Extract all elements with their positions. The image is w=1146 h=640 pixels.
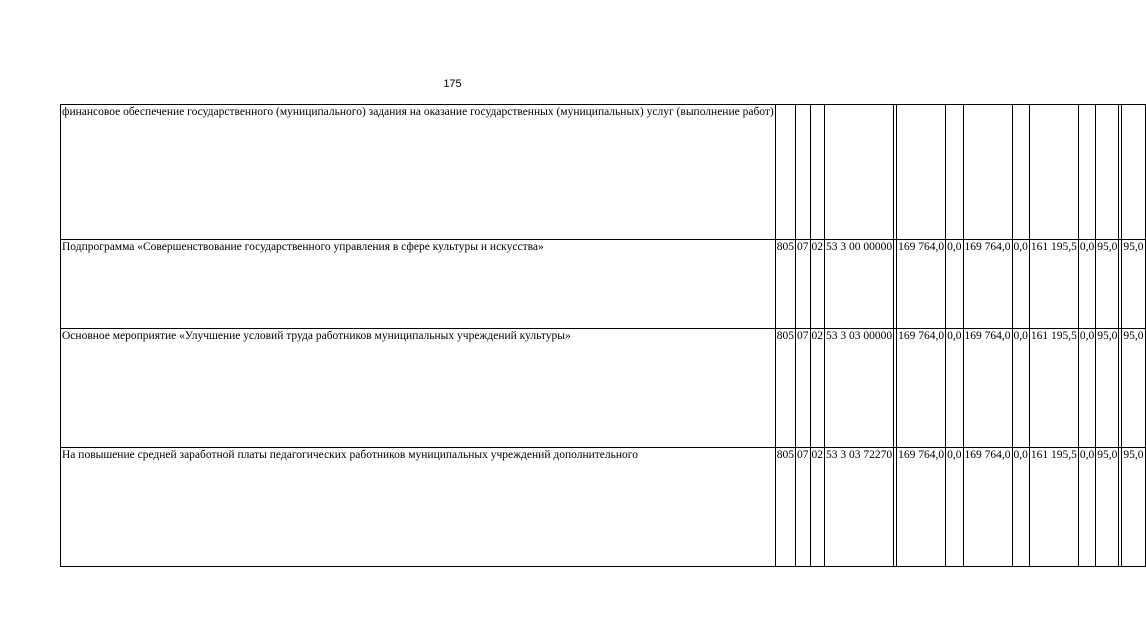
cell-name: Подпрограмма «Совершенствование государственного управления в сфере культуры и искусства» xyxy=(61,240,776,329)
cell-approved: 169 764,0 xyxy=(963,240,1012,329)
cell-target-code xyxy=(825,105,894,240)
table-row xyxy=(61,448,1146,567)
cell-executed-federal: 0,0 xyxy=(1078,448,1095,567)
cell-section: 07 xyxy=(796,329,811,448)
cell-approved-federal: 0,0 xyxy=(1012,240,1029,329)
cell-section xyxy=(796,105,811,240)
cell-target-code: 53 3 00 00000 xyxy=(825,240,894,329)
cell-percent-plan: 95,0 xyxy=(1096,329,1119,448)
cell-grbs xyxy=(775,105,795,240)
cell-subsection: 02 xyxy=(810,240,825,329)
table-row xyxy=(61,105,1146,240)
cell-percent-plan xyxy=(1096,105,1119,240)
cell-approved-federal: 0,0 xyxy=(1012,448,1029,567)
cell-target-code: 53 3 03 72270 xyxy=(825,448,894,567)
page-number: 175 xyxy=(443,78,462,90)
cell-plan-federal: 0,0 xyxy=(946,240,963,329)
cell-percent-plan: 95,0 xyxy=(1096,448,1119,567)
cell-name: Основное мероприятие «Улучшение условий труда работников муниципальных учреждений культуры» xyxy=(61,329,776,448)
cell-executed xyxy=(1029,105,1078,240)
table-body xyxy=(61,105,1146,567)
cell-plan-federal xyxy=(946,105,963,240)
cell-plan xyxy=(897,105,946,240)
table-row xyxy=(61,240,1146,329)
cell-subsection: 02 xyxy=(810,448,825,567)
cell-executed-federal xyxy=(1078,105,1095,240)
cell-percent-approved: 95,0 xyxy=(1122,329,1145,448)
cell-name: финансовое обеспечение государственного (муниципального) задания на оказание государственных (муниципальных) услуг (выполнение работ) xyxy=(61,105,776,240)
cell-executed-federal: 0,0 xyxy=(1078,329,1095,448)
cell-grbs: 805 xyxy=(775,240,795,329)
cell-percent-approved: 95,0 xyxy=(1122,240,1145,329)
cell-percent-plan: 95,0 xyxy=(1096,240,1119,329)
cell-plan: 169 764,0 xyxy=(897,448,946,567)
cell-section: 07 xyxy=(796,448,811,567)
cell-approved-federal xyxy=(1012,105,1029,240)
cell-executed-federal: 0,0 xyxy=(1078,240,1095,329)
cell-plan: 169 764,0 xyxy=(897,240,946,329)
cell-target-code: 53 3 03 00000 xyxy=(825,329,894,448)
cell-executed: 161 195,5 xyxy=(1029,329,1078,448)
cell-approved-federal: 0,0 xyxy=(1012,329,1029,448)
cell-subsection xyxy=(810,105,825,240)
cell-plan-federal: 0,0 xyxy=(946,329,963,448)
cell-executed: 161 195,5 xyxy=(1029,448,1078,567)
cell-approved xyxy=(963,105,1012,240)
cell-grbs: 805 xyxy=(775,448,795,567)
cell-executed: 161 195,5 xyxy=(1029,240,1078,329)
cell-subsection: 02 xyxy=(810,329,825,448)
cell-grbs: 805 xyxy=(775,329,795,448)
cell-percent-approved: 95,0 xyxy=(1122,448,1145,567)
budget-table xyxy=(60,104,1146,567)
cell-plan: 169 764,0 xyxy=(897,329,946,448)
cell-name: На повышение средней заработной платы педагогических работников муниципальных учреждений дополнительного xyxy=(61,448,776,567)
cell-percent-approved xyxy=(1122,105,1145,240)
cell-approved: 169 764,0 xyxy=(963,329,1012,448)
cell-section: 07 xyxy=(796,240,811,329)
cell-plan-federal: 0,0 xyxy=(946,448,963,567)
table-row xyxy=(61,329,1146,448)
cell-approved: 169 764,0 xyxy=(963,448,1012,567)
